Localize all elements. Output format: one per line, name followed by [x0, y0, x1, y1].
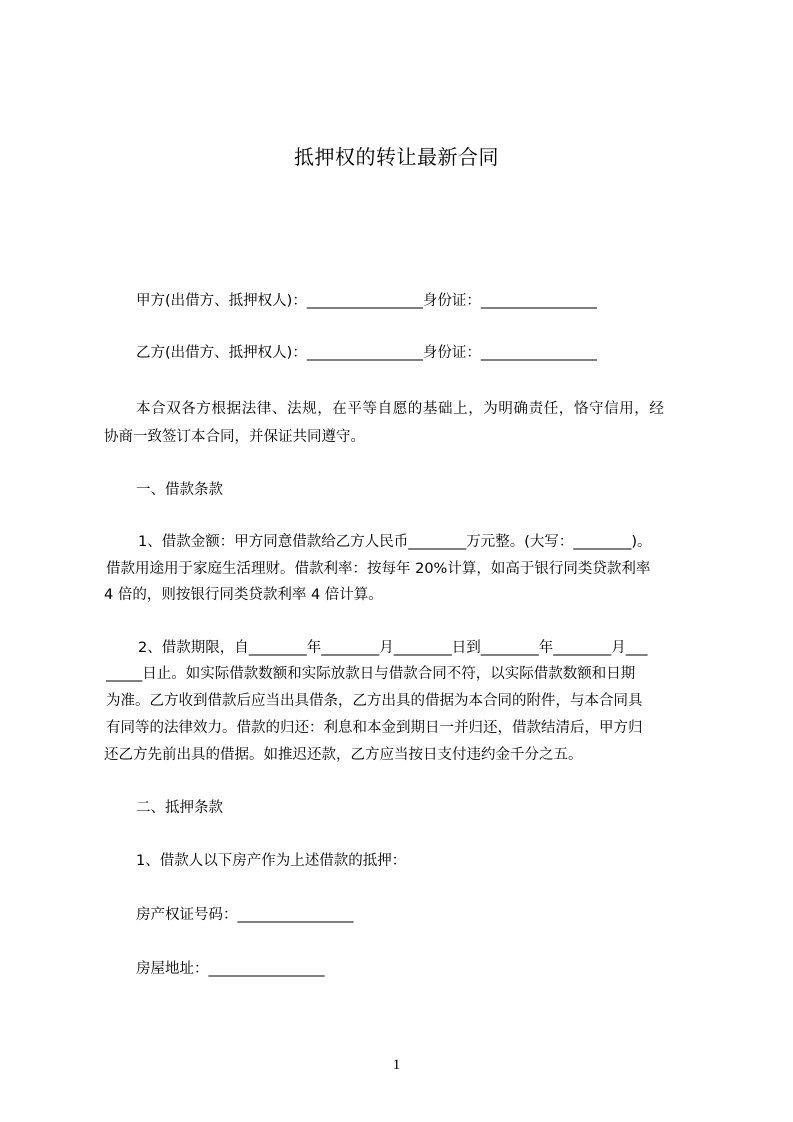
property-address: 房屋地址：________________ [136, 961, 325, 977]
clause-2-line-4: 有同等的法律效力。借款的归还：利息和本金到期日一并归还，借款结清后，甲方归 [106, 720, 643, 736]
clause-2-line-1: 2、借款期限，自________年________月________日到________年________月___ [138, 640, 648, 656]
party-a-line: 甲方(出借方、抵押权人)：________________身份证：________________ [136, 293, 597, 309]
clause-1-line-2: 借款用途用于家庭生活理财。借款利率：按每年 20%计算，如高于银行同类贷款利率 [106, 561, 651, 577]
mortgage-intro: 1、借款人以下房产作为上述借款的抵押： [136, 853, 407, 869]
property-certificate-number: 房产权证号码：________________ [136, 907, 354, 923]
preamble-line-2: 协商一致签订本合同，并保证共同遵守。 [104, 429, 365, 445]
preamble-line-1: 本合双各方根据法律、法规，在平等自愿的基础上，为明确责任，恪守信用，经 [136, 401, 665, 417]
party-b-line: 乙方(出借方、抵押权人)：________________身份证：________________ [136, 345, 597, 361]
clause-1-line-1: 1、借款金额：甲方同意借款给乙方人民币________万元整。(大写：________)。 [138, 534, 652, 550]
clause-2-line-5: 还乙方先前出具的借据。如推迟还款，乙方应当按日支付违约金千分之五。 [104, 747, 583, 763]
clause-2-line-2: _____日止。如实际借款数额和实际放款日与借款合同不符，以实际借款数额和日期 [106, 666, 636, 682]
section-heading-loan-terms: 一、借款条款 [136, 482, 223, 498]
clause-2-line-3: 为准。乙方收到借款后应当出具借条，乙方出具的借据为本合同的附件，与本合同具 [106, 693, 643, 709]
section-heading-mortgage-terms: 二、抵押条款 [136, 800, 223, 816]
document-title: 抵押权的转让最新合同 [294, 145, 499, 169]
clause-1-line-3: 4 倍的，则按银行同类贷款利率 4 倍计算。 [104, 587, 383, 603]
page-number: 1 [392, 1057, 401, 1073]
